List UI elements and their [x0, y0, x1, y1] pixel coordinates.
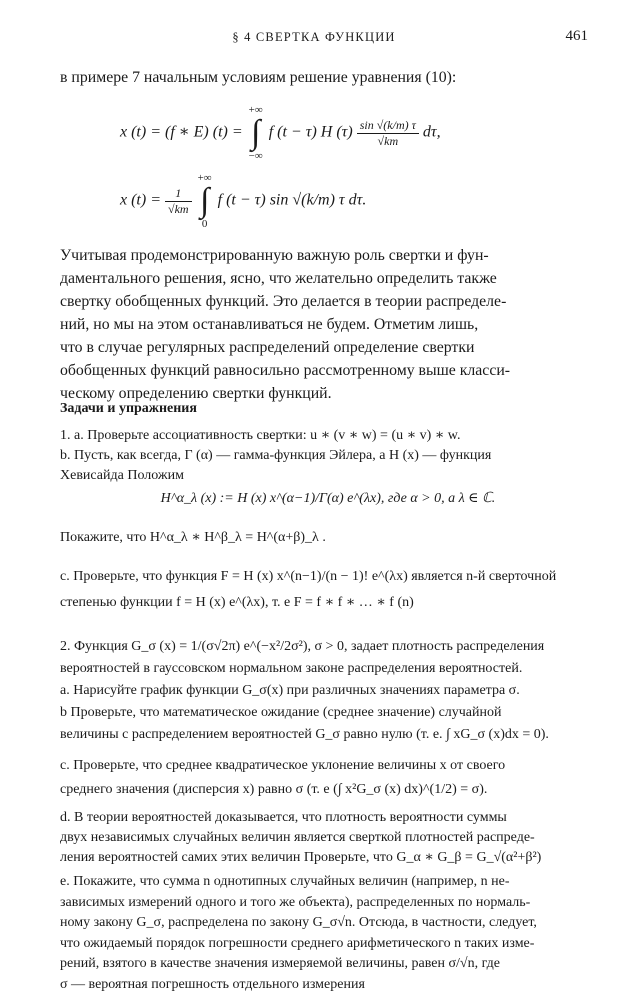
intro-line-block: [60, 66, 596, 89]
problem-1b-line: b. Пусть, как всегда, Γ (α) — гамма-функция Эйлера, а H (x) — функция: [60, 448, 492, 463]
problem-2e-block: [60, 872, 596, 995]
problem-2d-line: двух независимых случайных величин является сверткой плотностей распреде-: [60, 830, 535, 845]
formula2-coefficient: [165, 186, 192, 217]
paragraph-line: свертку обобщенных функций. Это делается в теории распределе-: [60, 293, 507, 310]
formula2-coef-numerator: 1: [165, 186, 192, 202]
problem-2b-line: величины с распределением вероятностей G_σ равно нулю (т. е. ∫ xG_σ (x)dx = 0).: [60, 727, 549, 742]
problem-2c-block: [60, 754, 596, 802]
intro-line: в примере 7 начальным условиям решение уравнения (10):: [60, 69, 457, 86]
problem-2d-line: d. В теории вероятностей доказывается, что плотность вероятности суммы: [60, 810, 507, 825]
paragraph-line: что в случае регулярных распределений определение свертки: [60, 339, 475, 356]
problem-1b-line: Хевисайда Положим: [60, 468, 184, 483]
page-header: [0, 28, 628, 48]
convolution-paragraph: [60, 244, 596, 405]
problem-2e-line: что ожидаемый порядок погрешности среднего арифметического n таких изме-: [60, 935, 535, 951]
problems-list: [60, 426, 596, 486]
problem-2c-line: c. Проверьте, что среднее квадратическое уклонение величины x от своего: [60, 758, 506, 773]
formula1-upper-limit: +∞: [248, 104, 263, 116]
page-number: 461: [565, 28, 588, 44]
formula2-integral: [198, 172, 212, 230]
problem-2e-line: зависимых измерений одного и того же объекта), распределенных по нормаль-: [60, 894, 531, 910]
section-heading: Задачи и упражнения: [60, 401, 197, 416]
formula1-integrand: f (t − τ) H (τ): [268, 123, 353, 141]
paragraph-line: обобщенных функций равносильно рассмотренному выше класси-: [60, 362, 511, 379]
integral-sign-icon: ∫: [251, 114, 261, 151]
problem-1c-line: c. Проверьте, что функция F = H (x) x^(n−1)/(n − 1)! e^(λx) является n-й сверточной: [60, 569, 557, 584]
problem-2-line: 2. Функция G_σ (x) = 1/(σ√2π) e^(−x²/2σ²), σ > 0, задает плотность распределения: [60, 639, 545, 654]
formula1-lower-limit: −∞: [248, 150, 263, 162]
formula1-frac-numerator: sin √(k/m) τ: [357, 118, 419, 134]
problem-2-line: вероятностей в гауссовском нормальном законе распределения вероятностей.: [60, 661, 523, 676]
paragraph-line: Учитывая продемонстрированную важную роль свертки и фун-: [60, 247, 489, 264]
formula2-upper-limit: +∞: [197, 172, 212, 184]
problem-1a: 1. a. Проверьте ассоциативность свертки: u ∗ (v ∗ w) = (u ∗ v) ∗ w.: [60, 428, 461, 443]
problem-2d-line: ления вероятностей самих этих величин Проверьте, что G_α ∗ G_β = G_√(α²+β²): [60, 850, 542, 865]
problem-2b-line: b Проверьте, что математическое ожидание (среднее значение) случайной: [60, 705, 502, 720]
problem-2-block: [60, 636, 596, 746]
formula1-integral: [249, 104, 263, 162]
problem-2e-line: ному закону G_σ, распределена по закону G_σ√n. Отсюда, в частности, следует,: [60, 915, 537, 930]
problem-1c-block: [60, 564, 596, 616]
paragraph-line: ний, но мы на этом останавливаться не будем. Отметим лишь,: [60, 316, 479, 333]
formula1-fraction: [357, 118, 419, 149]
integral-sign-icon: ∫: [199, 182, 210, 219]
problem-2a: a. Нарисуйте график функции G_σ(x) при различных значениях параметра σ.: [60, 683, 520, 698]
problem-2e-line: σ — вероятная погрешность отдельного измерения: [60, 976, 365, 992]
problem-1b-formula: H^α_λ (x) := H (x) x^(α−1)/Γ(α) e^(λx), где α > 0, а λ ∈ ℂ.: [160, 491, 496, 506]
formula2-body: f (t − τ) sin √(k/m) τ dτ.: [217, 191, 367, 209]
formula2-lower-limit: 0: [201, 218, 208, 230]
problem-2c-line: среднего значения (дисперсия x) равно σ (т. е (∫ x²G_σ (x) dx)^(1/2) = σ).: [60, 782, 488, 797]
problem-1c-line: степенью функции f = H (x) e^(λx), т. е F = f ∗ f ∗ … ∗ f (n): [60, 595, 414, 610]
problem-1b-show: Покажите, что H^α_λ ∗ H^β_λ = H^(α+β)_λ .: [60, 530, 326, 545]
formula1-frac-denominator: √km: [377, 133, 399, 148]
problem-2d-block: [60, 808, 596, 868]
problem-2e-line: рений, взятого в качестве значения измеряемой величины, равен σ/√n, где: [60, 956, 500, 971]
formula1-lhs: x (t) = (f ∗ E) (t) =: [120, 123, 243, 141]
formula2-coef-denominator: √km: [168, 201, 189, 216]
problem-1b-show-block: [60, 528, 596, 548]
paragraph-line: ческому определению свертки функций.: [60, 385, 332, 402]
running-title: § 4 СВЕРТКА ФУНКЦИИ: [232, 30, 396, 44]
paragraph-line: даментального решения, ясно, что желательно определить также: [60, 270, 497, 287]
formula-convolution-solution: [120, 104, 441, 162]
formula-solution-sin: [120, 172, 366, 230]
formula2-lhs: x (t) =: [120, 191, 161, 209]
formula1-tail: dτ,: [422, 123, 441, 141]
problem-2e-line: e. Покажите, что сумма n однотипных случайных величин (например, n не-: [60, 874, 510, 889]
